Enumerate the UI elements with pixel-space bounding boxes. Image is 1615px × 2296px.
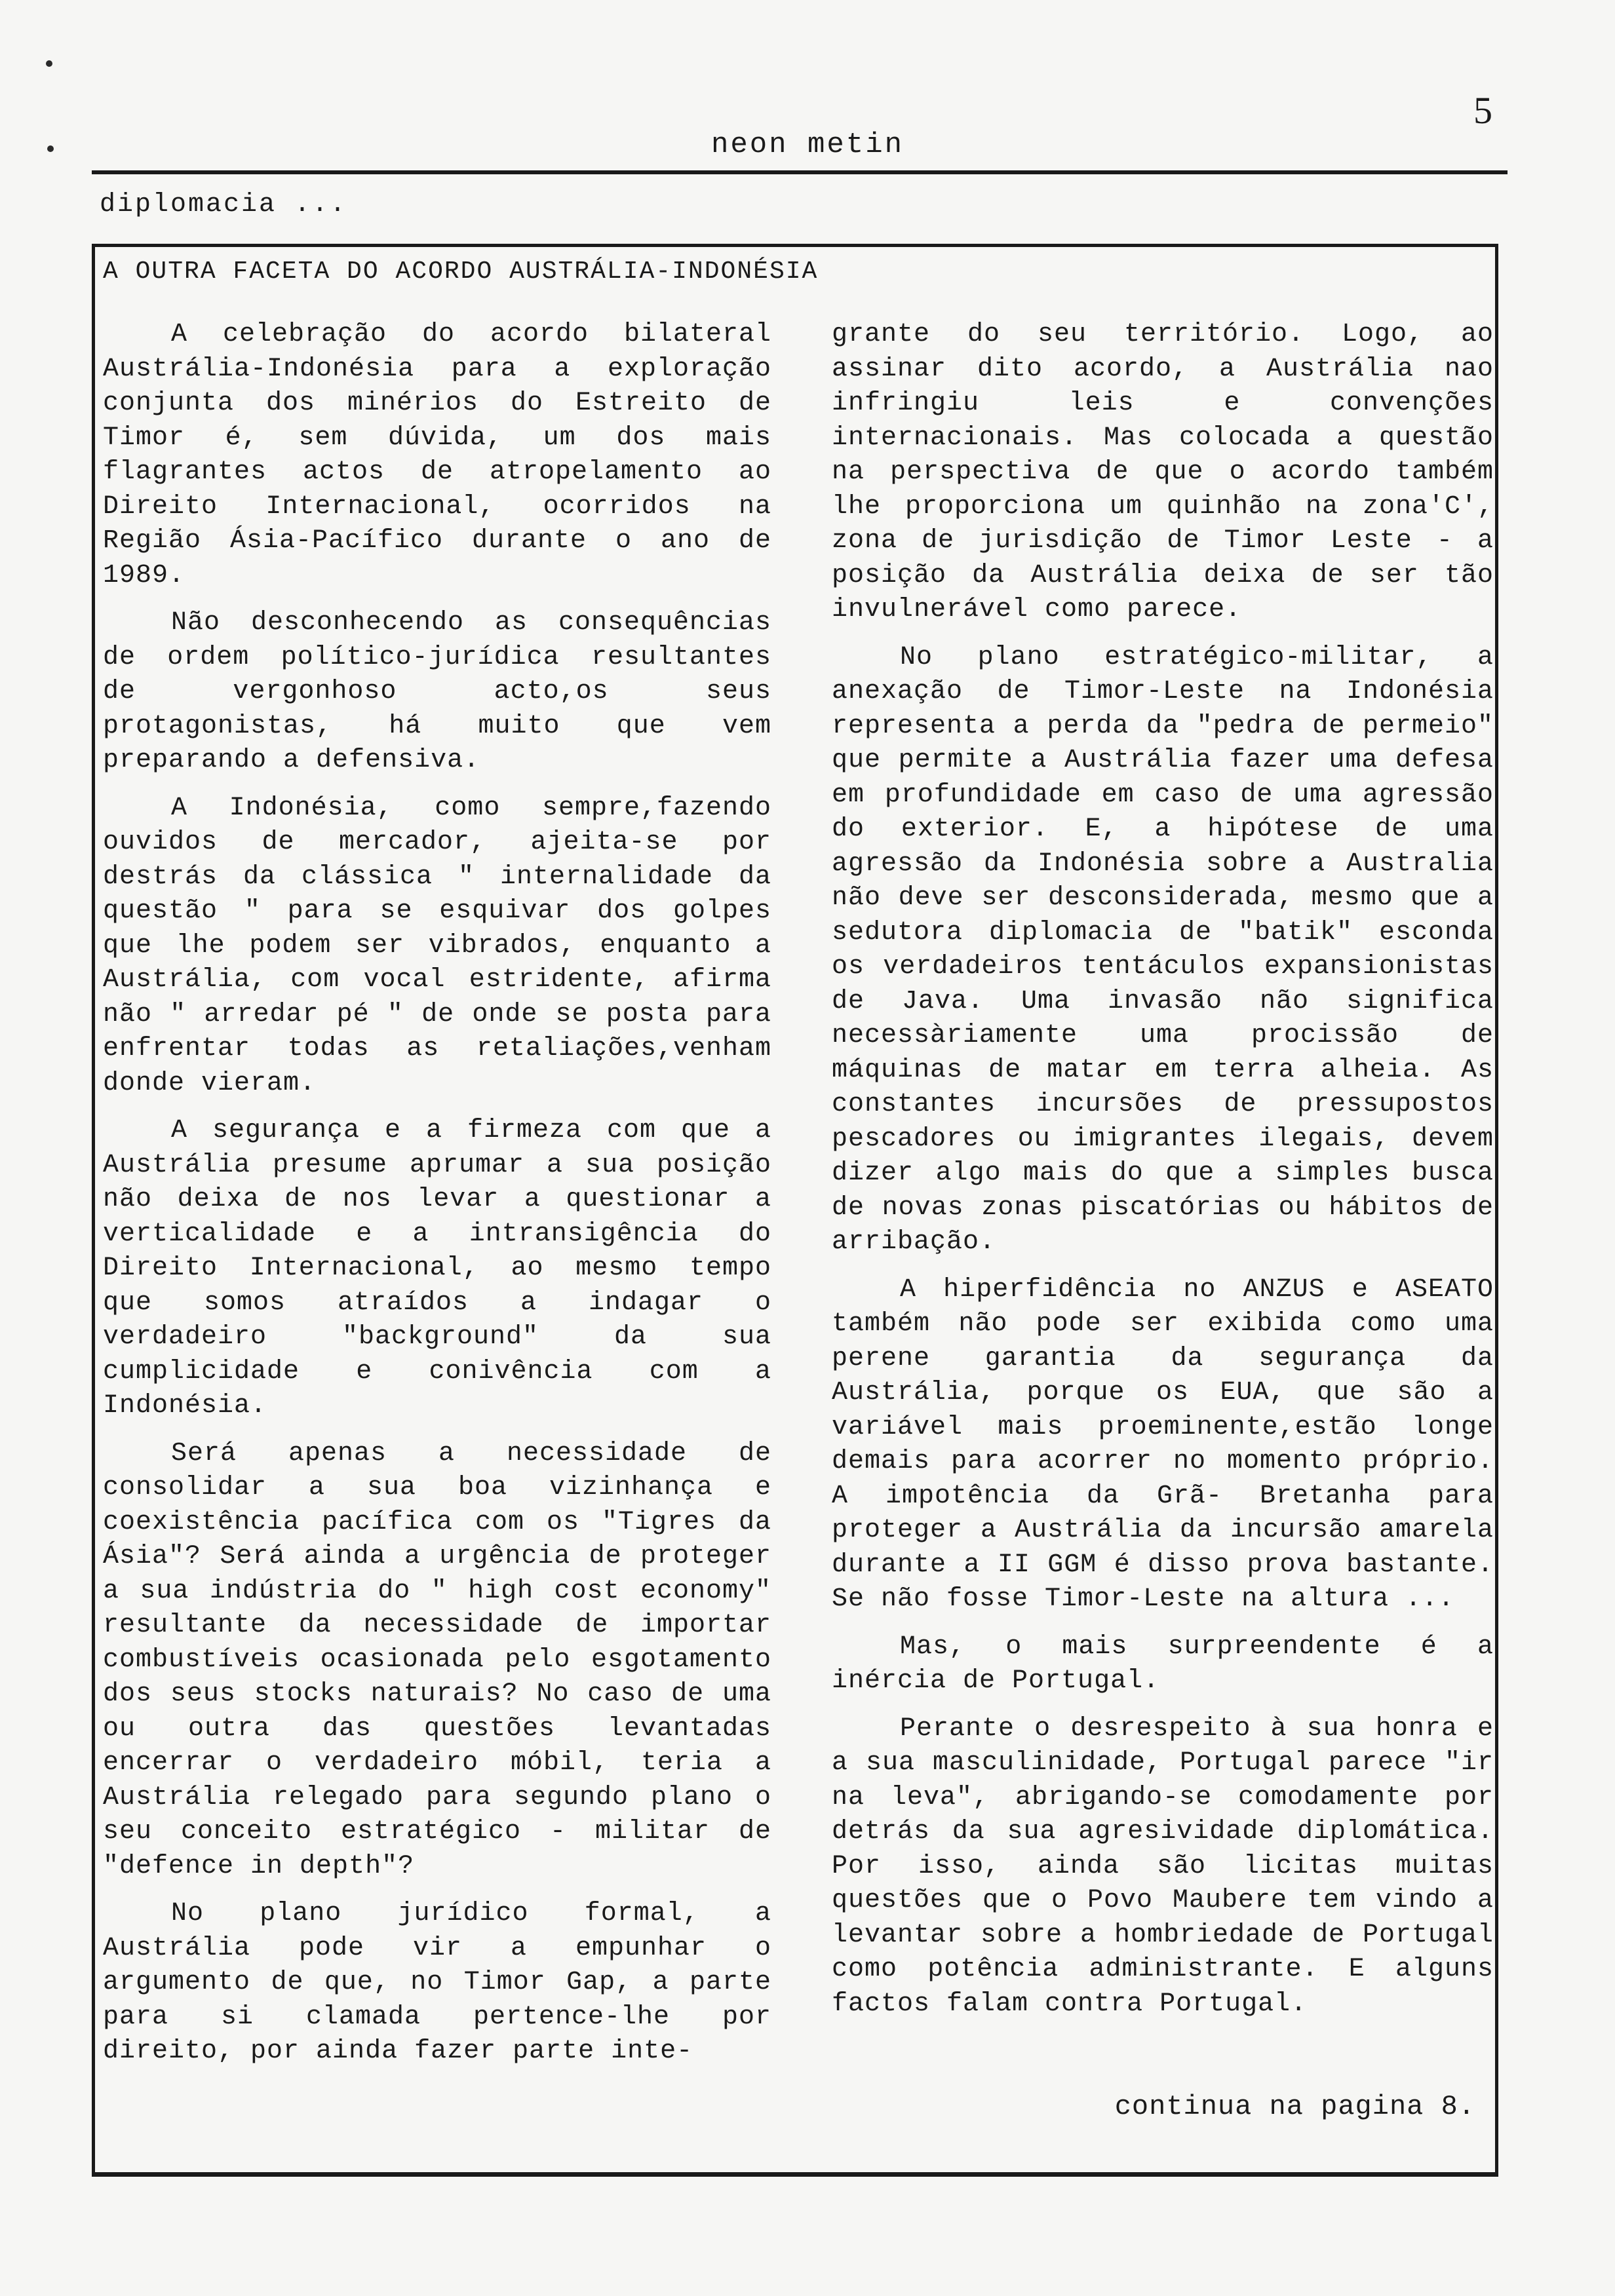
paragraph: Não desconhecendo as consequências de ordem político-jurídica resultantes de vergonhoso acto,os seus protagonistas, há muito que vem preparando a defensiva. xyxy=(103,608,771,775)
continuation-note: continua na pagina 8. xyxy=(1114,2091,1475,2122)
section-label: diplomacia ... xyxy=(100,190,348,220)
right-column xyxy=(832,318,1494,2035)
left-column xyxy=(103,318,771,2082)
paragraph: No plano jurídico formal, a Austrália pode vir a empunhar o argumento de que, no Timor Gap, a parte para si clamada pertence-lhe por direito, por ainda fazer parte inte- xyxy=(103,1899,771,2066)
paragraph: No plano estratégico-militar, a anexação de Timor-Leste na Indonésia representa a perda da "pedra de permeio" que permite a Austrália fazer uma defesa em profundidade em caso de uma agressão do exterior. E, a hipótese de uma agressão da Indonésia sobre a Australia não deve ser desconsiderada, mesmo que a sedutora diplomacia de "batik" esconda os verdadeiros tentáculos expansionistas de Java. Uma invasão não significa necessàriamente uma procissão de máquinas de matar em terra alheia. As constantes incursões de pressupostos pescadores ou imigrantes ilegais, devem dizer algo mais do que a simples busca de novas zonas piscatórias ou hábitos de arribação. xyxy=(832,642,1494,1257)
masthead-rule xyxy=(92,170,1508,174)
paragraph: grante do seu território. Logo, ao assinar dito acordo, a Austrália nao infringiu leis e convenções internacionais. Mas colocada a questão na perspectiva de que o acordo também lhe proporciona um quinhão na zona'C', zona de jurisdição de Timor Leste - a posição da Austrália deixa de ser tão invulnerável como parece. xyxy=(832,320,1494,624)
margin-mark-top xyxy=(46,60,52,67)
page-number: 5 xyxy=(1473,89,1492,132)
publication-title: neon metin xyxy=(710,128,905,161)
paragraph: Mas, o mais surpreendente é a inércia de Portugal. xyxy=(832,1632,1494,1696)
paragraph: A segurança e a firmeza com que a Austrália presume aprumar a sua posição não deixa de nos levar a questionar a verticalidade e a intransigência do Direito Internacional, ao mesmo tempo que somos atraídos a indagar o verdadeiro "background" da sua cumplicidade e conivência com a Indonésia. xyxy=(103,1116,771,1421)
paragraph: A Indonésia, como sempre,fazendo ouvidos de mercador, ajeita-se por destrás da clássica " internalidade da questão " para se esquivar dos golpes que lhe podem ser vibrados, enquanto a Austrália, com vocal estridente, afirma não " arredar pé " de onde se posta para enfrentar todas as retaliações,venham donde vieram. xyxy=(103,793,771,1098)
article-frame xyxy=(92,244,1498,2177)
paragraph: A hiperfidência no ANZUS e ASEATO também não pode ser exibida como uma perene garantia da segurança da Austrália, porque os EUA, que são a variável mais proeminente,estão longe demais para acorrer no momento próprio. A impotência da Grã- Bretanha para proteger a Austrália da incursão amarela durante a II GGM é disso prova bastante. Se não fosse Timor-Leste na altura ... xyxy=(832,1274,1494,1614)
article-title: A OUTRA FACETA DO ACORDO AUSTRÁLIA-INDONÉSIA xyxy=(103,258,819,286)
paragraph: Será apenas a necessidade de consolidar a sua boa vizinhança e coexistência pacífica com os "Tigres da Ásia"? Será ainda a urgência de proteger a sua indústria do " high cost economy" resultante da necessidade de importar combustíveis ocasionada pelo esgotamento dos seus stocks naturais? No caso de uma ou outra das questões levantadas encerrar o verdadeiro móbil, teria a Austrália relegado para segundo plano o seu conceito estratégico - militar de "defence in depth"? xyxy=(103,1438,771,1881)
paragraph: A celebração do acordo bilateral Austrália-Indonésia para a exploração conjunta dos minérios do Estreito de Timor é, sem dúvida, um dos mais flagrantes actos de atropelamento ao Direito Internacional, ocorridos na Região Ásia-Pacífico durante o ano de 1989. xyxy=(103,320,771,590)
paragraph: Perante o desrespeito à sua honra e a sua masculinidade, Portugal parece "ir na leva", abrigando-se comodamente por detrás da sua agresividade diplomática. Por isso, ainda são licitas muitas questões que o Povo Maubere tem vindo a levantar sobre a hombriedade de Portugal como potência administrante. E alguns factos falam contra Portugal. xyxy=(832,1713,1494,2019)
